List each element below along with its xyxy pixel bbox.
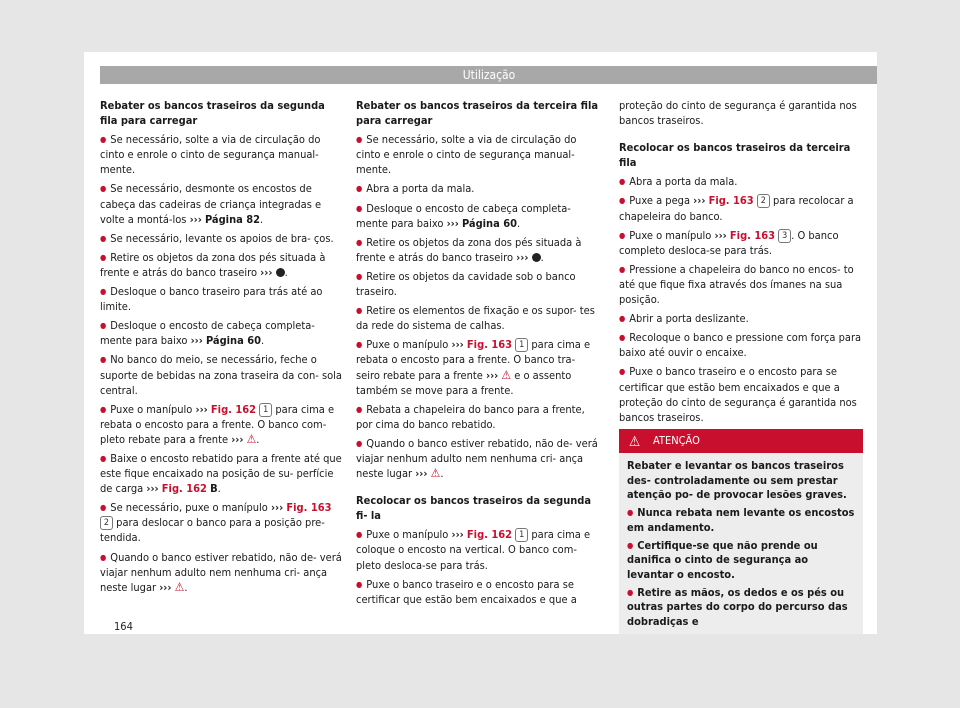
column-2 — [356, 98, 600, 607]
list-item: ● Quando o banco estiver rebatido, não de- verá viajar nenhum adulto nem nenhuma cri- ança neste lugar ››› ⚠. — [356, 436, 600, 481]
heading-restore-second-row: Recolocar os bancos traseiros da segunda fi- la — [356, 494, 592, 523]
attention-body — [619, 453, 863, 630]
list-item: ● Pressione a chapeleira do banco no encos- to até que fique fixa através dos ímanes na sua posição. — [619, 262, 863, 307]
attention-title: ATENÇÃO — [653, 434, 700, 447]
callout-number: 2 — [757, 194, 770, 208]
list-item: ● Se necessário, solte a via de circulação do cinto e enrole o cinto de segurança manual- mente. — [356, 132, 600, 177]
page-link[interactable]: Página 82 — [204, 212, 261, 226]
list-item: ● No banco do meio, se necessário, feche o suporte de bebidas na zona traseira da con- sola central. — [100, 352, 342, 397]
figure-link[interactable]: Fig. 163 — [729, 228, 776, 242]
list-item: ● Rebata a chapeleira do banco para a frente, por cima do banco rebatido. — [356, 402, 600, 432]
list-item: ● Retire os objetos da zona dos pés situada à frente e atrás do banco traseiro ››› . — [100, 250, 342, 280]
list-item: ● Puxe o banco traseiro e o encosto para se certificar que estão bem encaixados e que a proteção do cinto de segurança é garantida nos bancos traseiros. — [619, 364, 863, 424]
list-item: ● Desloque o banco traseiro para trás até ao limite. — [100, 284, 342, 314]
figure-link[interactable]: Fig. 163 — [466, 338, 513, 352]
page-number: 164 — [114, 620, 133, 633]
heading-restore-third-row: Recolocar os bancos traseiros da terceira fila — [619, 141, 851, 170]
list-item: ● Desloque o encosto de cabeça completa- mente para baixo ››› Página 60. — [356, 201, 600, 231]
list-item: ● Abra a porta da mala. — [356, 181, 600, 196]
warning-triangle-icon: ⚠ — [174, 579, 185, 594]
list-item: ● Se necessário, solte a via de circulação do cinto e enrole o cinto de segurança manual- mente. — [100, 132, 342, 177]
continued-text: proteção do cinto de segurança é garantida nos bancos traseiros. — [619, 99, 857, 128]
list-item: ● Abrir a porta deslizante. — [619, 311, 863, 326]
list-item: ● Desloque o encosto de cabeça completa- mente para baixo ››› Página 60. — [100, 318, 342, 348]
column-1 — [100, 98, 342, 595]
list-item: ● Se necessário, levante os apoios de bra- ços. — [100, 231, 342, 246]
heading-fold-third-row: Rebater os bancos traseiros da terceira fila para carregar — [356, 99, 599, 128]
warning-triangle-icon: ⚠ — [501, 367, 512, 382]
page-link[interactable]: Página 60 — [461, 216, 517, 230]
list-item: ● Puxe o banco traseiro e o encosto para se certificar que estão bem encaixados e que a — [356, 577, 600, 607]
info-circle-icon — [532, 253, 541, 262]
list-item: ● Puxe a pega ››› Fig. 163 2 para recolocar a chapeleira do banco. — [619, 193, 863, 223]
list-item: ● Puxe o manípulo ››› Fig. 163 3 . O banco completo desloca-se para trás. — [619, 228, 863, 258]
figure-link[interactable]: Fig. 162 — [210, 402, 257, 416]
page-link[interactable]: Página 60 — [205, 334, 261, 348]
list-item: ● Se necessário, desmonte os encostos de cabeça das cadeiras de criança integradas e volte a montá-los ››› Página 82. — [100, 181, 342, 226]
list-item: ● Baixe o encosto rebatido para a frente até que este fique encaixado na posição de su- perfície de carga ››› Fig. 162 B. — [100, 451, 342, 496]
list-item: ● Retire os elementos de fixação e os supor- tes da rede do sistema de calhas. — [356, 303, 600, 333]
figure-link[interactable]: Fig. 162 — [161, 482, 207, 496]
figure-link[interactable]: Fig. 162 — [466, 528, 513, 542]
list-item: ● Nunca rebata nem levante os encostos em andamento. — [627, 506, 855, 535]
list-item: ● Retire as mãos, os dedos e os pés ou outras partes do corpo do percurso das dobradiças e — [627, 586, 855, 630]
callout-number: 1 — [515, 528, 528, 542]
list-item: ● Abra a porta da mala. — [619, 174, 863, 189]
info-circle-icon — [276, 268, 285, 277]
list-item: ● Certifique-se que não prende ou danifica o cinto de segurança ao levantar o encosto. — [627, 539, 855, 583]
warning-triangle-icon: ⚠ — [430, 466, 441, 481]
manual-page — [84, 52, 877, 634]
list-item: ● Puxe o manípulo ››› Fig. 162 1 para cima e rebata o encosto para a frente. O banco com- pleto rebate para a frente ››› ⚠. — [100, 402, 342, 447]
attention-box — [619, 429, 863, 634]
list-item: ● Retire os objetos da zona dos pés situada à frente e atrás do banco traseiro ››› . — [356, 235, 600, 265]
callout-number: 1 — [515, 338, 528, 352]
section-header: Utilização — [100, 66, 877, 84]
warning-triangle-icon: ⚠ — [246, 431, 257, 446]
figure-link[interactable]: Fig. 163 — [286, 501, 332, 515]
list-item: ● Se necessário, puxe o manípulo ››› Fig. 163 2 para deslocar o banco para a posição pre- tendida. — [100, 500, 342, 545]
attention-header — [619, 429, 863, 453]
list-item: ● Retire os objetos da cavidade sob o banco traseiro. — [356, 269, 600, 299]
list-item: ● Quando o banco estiver rebatido, não de- verá viajar nenhum adulto nem nenhuma cri- ança neste lugar ››› ⚠. — [100, 550, 342, 595]
figure-link[interactable]: Fig. 163 — [708, 194, 754, 208]
callout-number: 1 — [259, 403, 272, 417]
list-item: ● Recoloque o banco e pressione com força para baixo até ouvir o encaixe. — [619, 330, 863, 360]
column-3 — [619, 98, 863, 425]
attention-intro: Rebater e levantar os bancos traseiros des- controladamente ou sem prestar atenção po- de provocar lesões graves. — [627, 459, 847, 502]
heading-fold-second-row: Rebater os bancos traseiros da segunda fila para carregar — [100, 99, 325, 128]
callout-number: 3 — [778, 229, 791, 243]
callout-number: 2 — [100, 516, 113, 530]
list-item: ● Puxe o manípulo ››› Fig. 162 1 para cima e coloque o encosto na vertical. O banco com- pleto desloca-se para trás. — [356, 527, 600, 572]
list-item: ● Puxe o manípulo ››› Fig. 163 1 para cima e rebata o encosto para a frente. O banco tra- seiro rebate para a frente ››› ⚠ e o assento também se move para a frente. — [356, 337, 600, 397]
warning-triangle-icon: ⚠ — [629, 434, 641, 450]
